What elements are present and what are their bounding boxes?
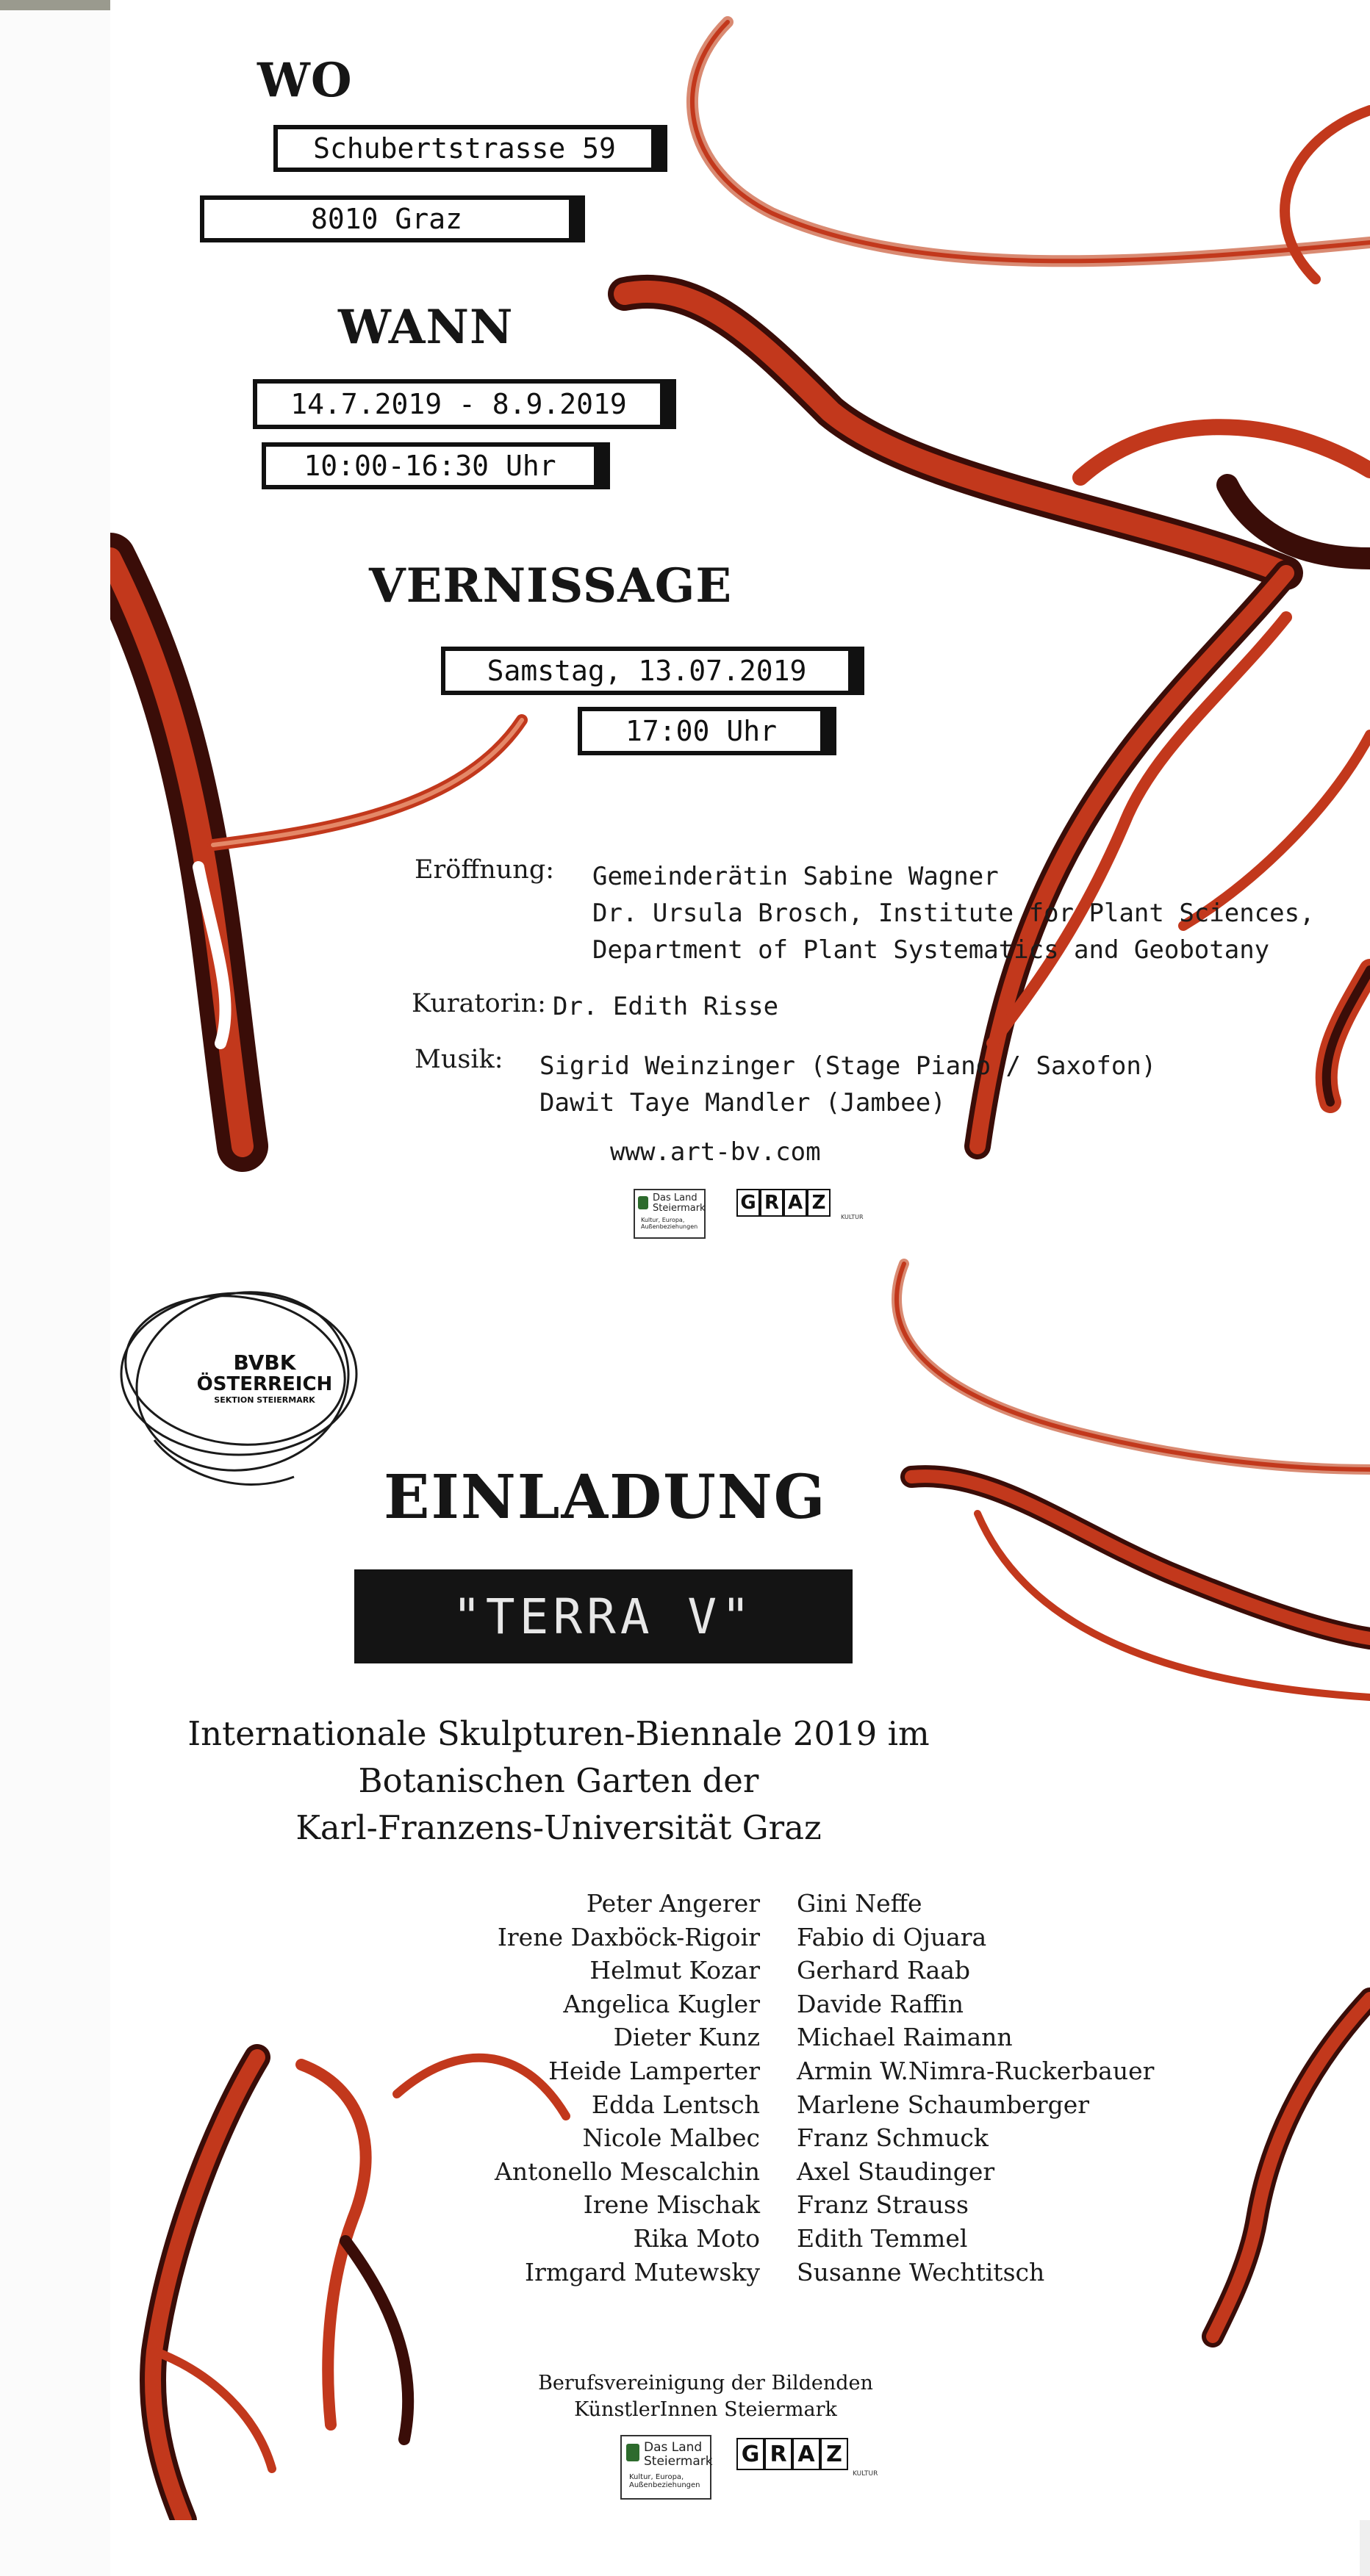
website-link[interactable]: www.art-bv.com xyxy=(610,1137,821,1167)
dates-box xyxy=(253,379,664,429)
graz-kultur-logo-footer xyxy=(736,2438,848,2470)
bvbk-line3: SEKTION STEIERMARK xyxy=(214,1395,315,1405)
subtitle-line: Karl-Franzens-Universität Graz xyxy=(295,1808,822,1847)
land-steiermark-logo xyxy=(634,1189,706,1239)
artist-name: Irene Daxböck-Rigoir xyxy=(497,1922,760,1951)
graz-letter: Z xyxy=(807,1189,831,1217)
artist-name: Angelica Kugler xyxy=(563,1989,760,2018)
street-text: Schubertstrasse 59 xyxy=(313,132,616,165)
artist-name: Gerhard Raab xyxy=(797,1956,971,1985)
opening-list xyxy=(592,858,1315,968)
artists-list-right xyxy=(797,1887,1154,2289)
box-shadow xyxy=(848,647,864,695)
artist-name: Antonello Mescalchin xyxy=(495,2156,760,2186)
artist-name: Davide Raffin xyxy=(797,1989,964,2018)
artist-name: Susanne Wechtitsch xyxy=(797,2257,1045,2287)
box-shadow xyxy=(569,195,585,242)
vernissage-day-text: Samstag, 13.07.2019 xyxy=(487,655,807,687)
music-line: Sigrid Weinzinger (Stage Piano / Saxofon) xyxy=(539,1051,1157,1081)
artist-name: Nicole Malbec xyxy=(582,2123,760,2153)
artist-name: Irene Mischak xyxy=(583,2190,760,2220)
hours-text: 10:00-16:30 Uhr xyxy=(304,450,556,482)
artist-name: Marlene Schaumberger xyxy=(797,2090,1090,2119)
artist-name: Edith Temmel xyxy=(797,2223,968,2253)
music-label: Musik: xyxy=(415,1045,503,1074)
dates-text: 14.7.2019 - 8.9.2019 xyxy=(290,388,627,420)
land-logo-text xyxy=(644,2441,713,2469)
graz-letter: A xyxy=(792,2438,820,2470)
bvbk-logo-text xyxy=(191,1352,338,1406)
artist-name: Dieter Kunz xyxy=(613,2023,760,2052)
city-box xyxy=(200,195,573,242)
footer-line1: Berufsvereinigung der Bildenden xyxy=(538,2372,873,2395)
scan-edge-mark xyxy=(0,0,110,10)
box-shadow xyxy=(594,442,610,489)
curator-label: Kuratorin: xyxy=(412,989,546,1018)
vernissage-day-box xyxy=(441,647,853,695)
bvbk-line1: BVBK xyxy=(233,1350,296,1375)
vernissage-time-box xyxy=(578,707,825,755)
music-list xyxy=(539,1048,1156,1121)
opening-line: Department of Plant Systematics and Geobotany xyxy=(592,935,1270,965)
artist-name: Axel Staudinger xyxy=(797,2156,995,2186)
land-steiermark-logo-footer xyxy=(620,2435,711,2500)
footer-line2: KünstlerInnen Steiermark xyxy=(574,2398,837,2421)
land-sub1: Kultur, Europa, xyxy=(641,1217,685,1223)
artist-name: Franz Schmuck xyxy=(797,2123,989,2153)
graz-logo-subtext: KULTUR xyxy=(853,2470,878,2478)
opening-line: Dr. Ursula Brosch, Institute for Plant Sciences, xyxy=(592,899,1315,928)
artist-name: Fabio di Ojuara xyxy=(797,1922,987,1951)
graz-letter: A xyxy=(783,1189,807,1217)
artist-name: Franz Strauss xyxy=(797,2190,969,2220)
bvbk-line2: ÖSTERREICH xyxy=(196,1373,333,1395)
where-heading: WO xyxy=(257,53,353,108)
graz-letter: G xyxy=(736,2438,764,2470)
subtitle-line: Internationale Skulpturen-Biennale 2019 im xyxy=(187,1714,930,1753)
subtitle-line: Botanischen Garten der xyxy=(358,1761,759,1800)
box-shadow xyxy=(660,379,676,429)
invitation-page xyxy=(110,0,1370,2520)
street-box xyxy=(273,125,656,172)
coat-of-arms-icon xyxy=(626,2444,639,2461)
footer-organisation xyxy=(478,2370,933,2423)
box-shadow xyxy=(651,125,667,172)
coat-of-arms-icon xyxy=(638,1196,648,1209)
land-sub2: Außenbeziehungen xyxy=(629,2481,700,2489)
artists-list-left xyxy=(404,1887,760,2289)
graz-kultur-logo xyxy=(736,1189,831,1217)
exhibition-title: "TERRA V" xyxy=(452,1588,755,1645)
land-line1: Das Land xyxy=(644,2440,703,2455)
graz-letter: R xyxy=(760,1189,783,1217)
artist-name: Gini Neffe xyxy=(797,1889,922,1918)
artist-name: Peter Angerer xyxy=(586,1889,760,1918)
vernissage-heading: VERNISSAGE xyxy=(369,558,733,614)
vernissage-time-text: 17:00 Uhr xyxy=(625,715,777,747)
artist-name: Heide Lamperter xyxy=(548,2056,760,2085)
title-banner xyxy=(354,1569,853,1663)
box-shadow xyxy=(820,707,836,755)
invitation-heading: EINLADUNG xyxy=(384,1462,827,1533)
artist-name: Irmgard Mutewsky xyxy=(525,2257,760,2287)
land-sub2: Außenbeziehungen xyxy=(641,1223,698,1230)
land-logo-subtext xyxy=(629,2473,700,2489)
land-sub1: Kultur, Europa, xyxy=(629,2473,684,2481)
land-logo-text xyxy=(653,1193,706,1214)
graz-letter: Z xyxy=(820,2438,848,2470)
land-line2: Steiermark xyxy=(653,1203,706,1214)
curator-name: Dr. Edith Risse xyxy=(553,992,779,1021)
artist-name: Rika Moto xyxy=(633,2223,760,2253)
city-text: 8010 Graz xyxy=(311,203,462,235)
exhibition-subtitle xyxy=(110,1710,1007,1852)
artist-name: Armin W.Nimra-Ruckerbauer xyxy=(797,2056,1155,2085)
land-line1: Das Land xyxy=(653,1192,697,1204)
graz-logo-subtext: KULTUR xyxy=(841,1214,864,1220)
graz-letter: R xyxy=(764,2438,792,2470)
land-logo-subtext xyxy=(641,1217,697,1230)
when-heading: WANN xyxy=(338,300,514,355)
opening-label: Eröffnung: xyxy=(415,855,555,885)
music-line: Dawit Taye Mandler (Jambee) xyxy=(539,1088,946,1118)
artist-name: Michael Raimann xyxy=(797,2023,1013,2052)
graz-letter: G xyxy=(736,1189,760,1217)
land-line2: Steiermark xyxy=(644,2454,713,2469)
artist-name: Edda Lentsch xyxy=(591,2090,760,2119)
artist-name: Helmut Kozar xyxy=(589,1956,760,1985)
hours-box xyxy=(262,442,598,489)
scan-margin-left xyxy=(0,0,110,2576)
opening-line: Gemeinderätin Sabine Wagner xyxy=(592,862,999,891)
